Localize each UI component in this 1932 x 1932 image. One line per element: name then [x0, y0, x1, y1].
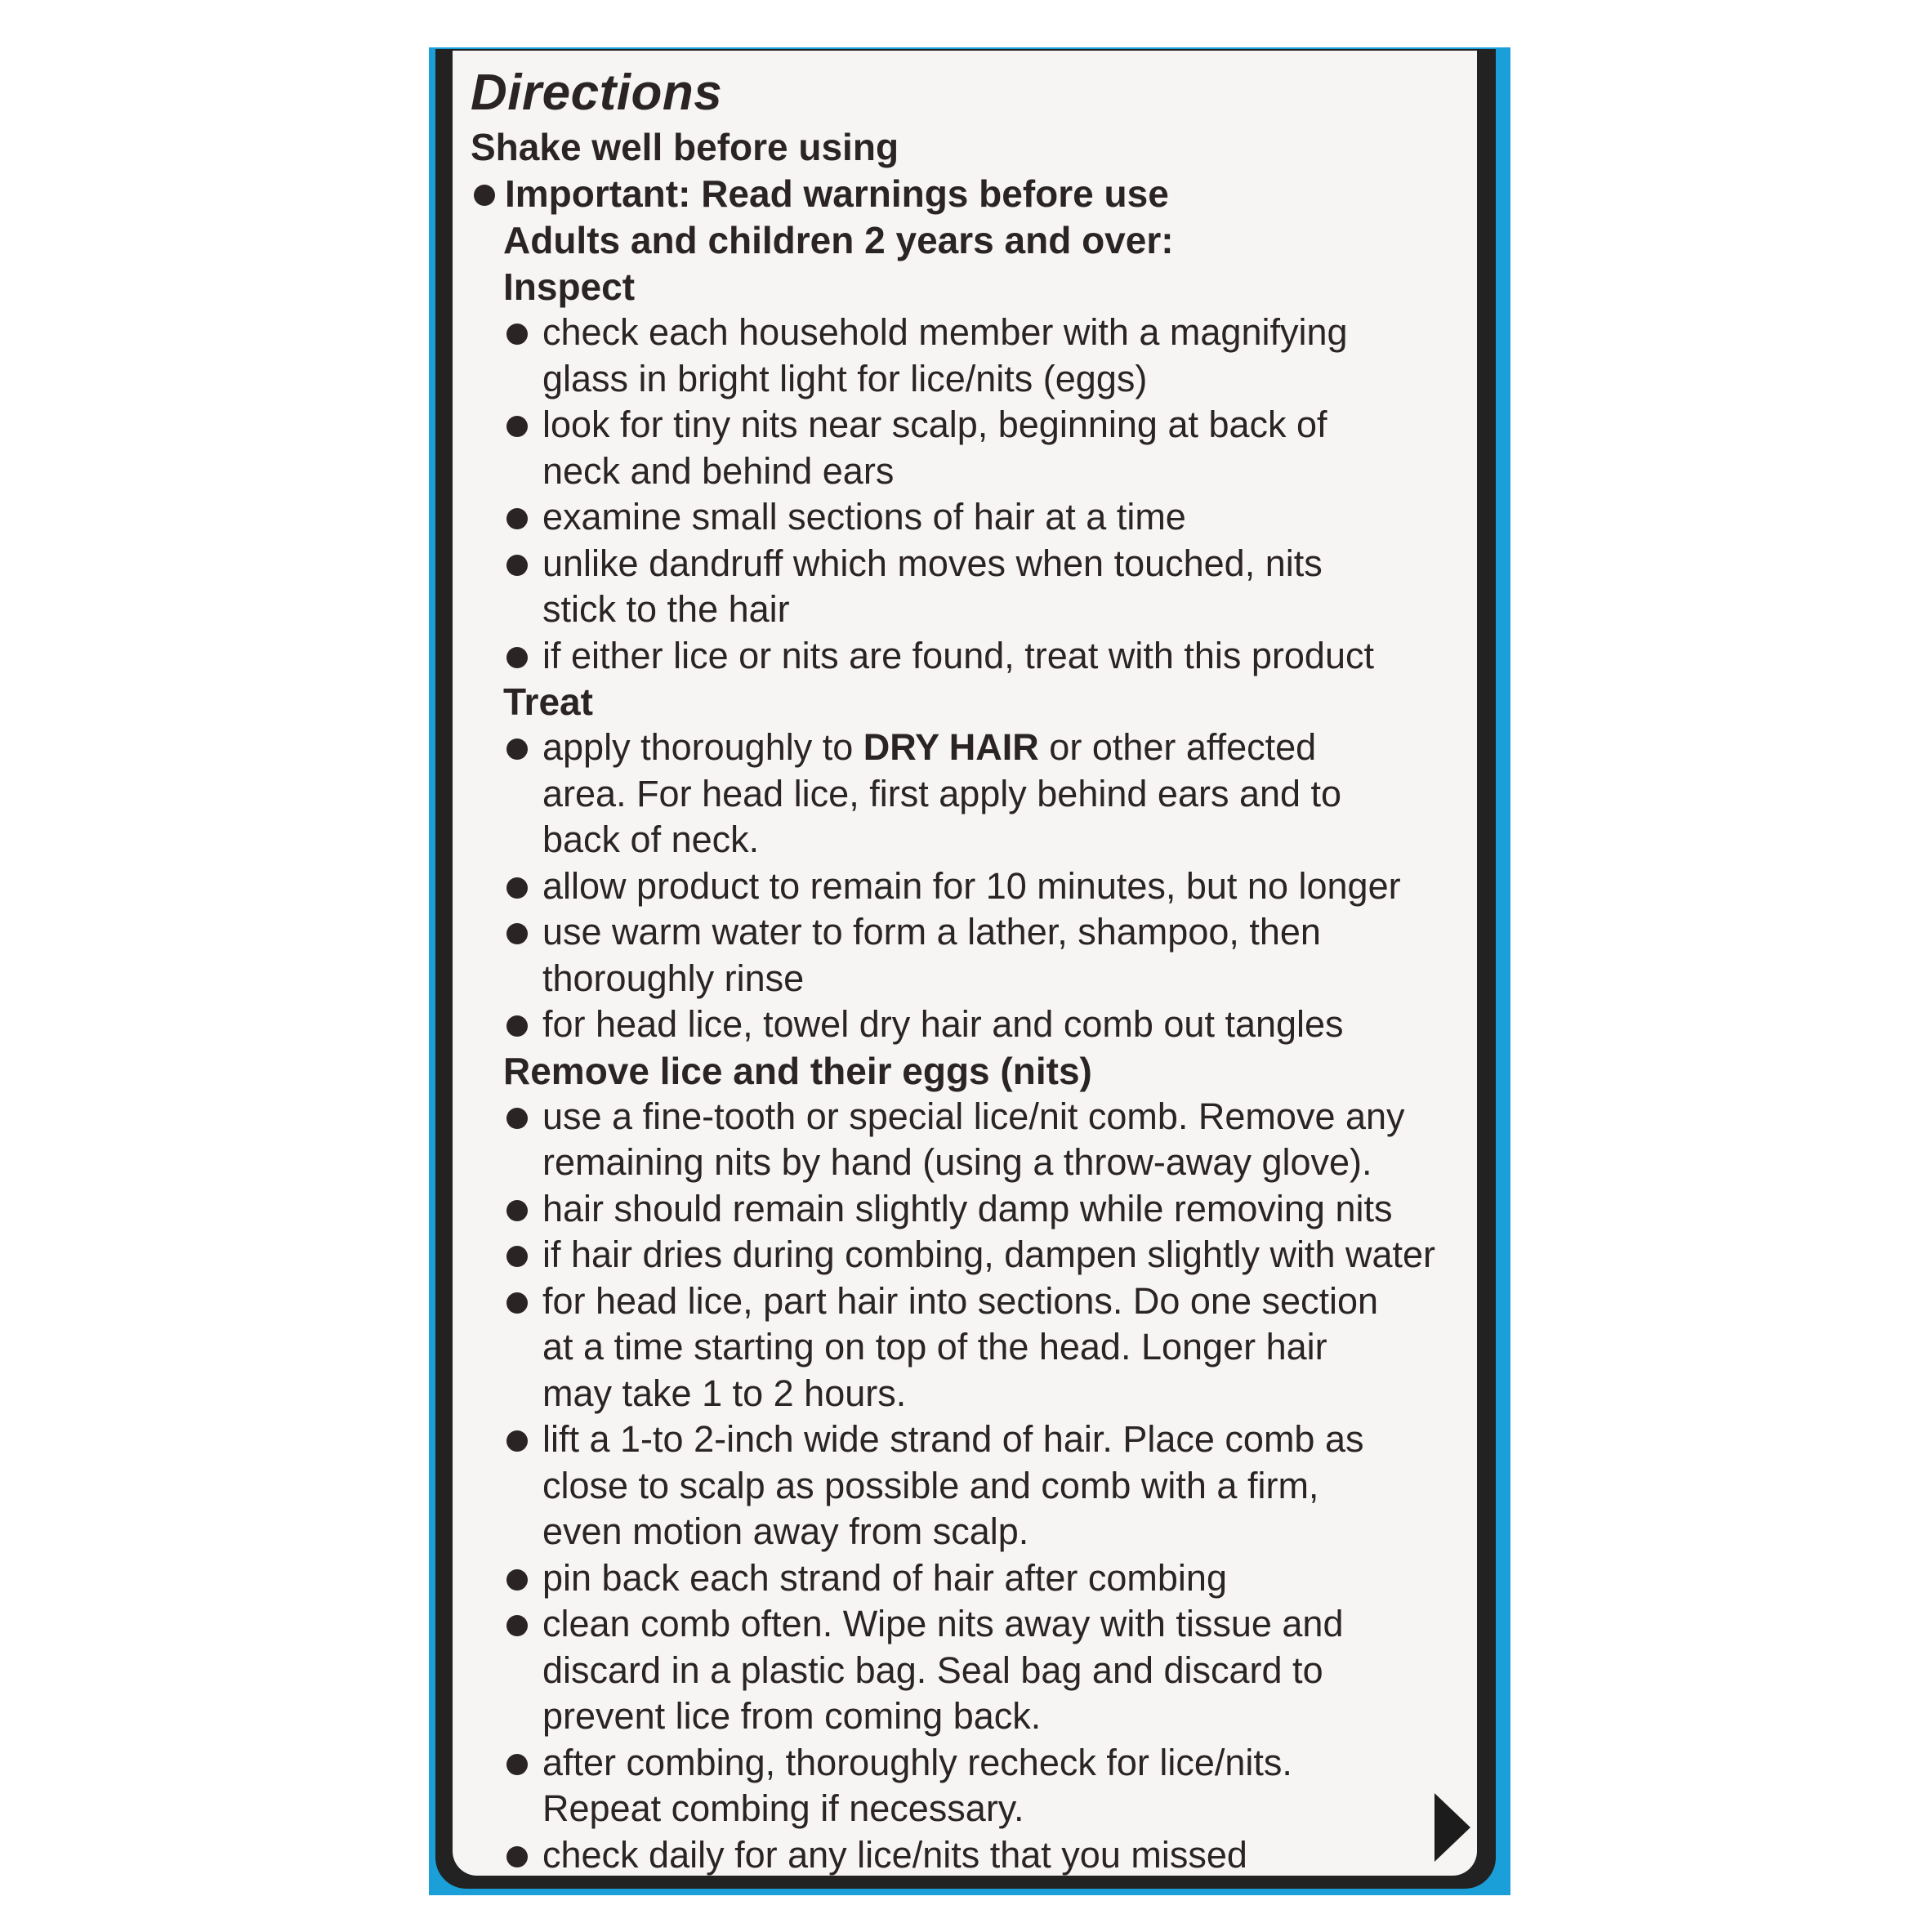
dry-hair-emphasis: DRY HAIR: [863, 726, 1039, 768]
remove-list: [471, 1094, 1469, 1876]
directions-content: [471, 62, 1469, 1876]
list-item: if hair dries during combing, dampen slightly with water: [503, 1232, 1469, 1278]
list-item: for head lice, towel dry hair and comb out tangles: [503, 1002, 1469, 1048]
section-heading-remove: Remove lice and their eggs (nits): [503, 1049, 1092, 1092]
directions-panel: [453, 51, 1477, 1876]
list-item: lift a 1-to 2-inch wide strand of hair. Place comb as close to scalp as possible and comb with a firm, even motion away from scalp.: [503, 1417, 1469, 1555]
list-item: if either lice or nits are found, treat with this product: [503, 633, 1469, 680]
list-item: clean comb often. Wipe nits away with tissue and discard in a plastic bag. Seal bag and discard to prevent lice from coming back.: [503, 1601, 1469, 1740]
list-item: pin back each strand of hair after combing: [503, 1555, 1469, 1602]
section-heading-inspect: Inspect: [503, 265, 636, 308]
list-item: [503, 725, 1469, 863]
section-heading-treat: Treat: [503, 680, 593, 723]
list-item: for head lice, part hair into sections. Do one section at a time starting on top of the head. Longer hair may take 1 to 2 hours.: [503, 1278, 1469, 1417]
list-item: use warm water to form a lather, shampoo, then thoroughly rinse: [503, 909, 1469, 1002]
treat-list: [471, 725, 1469, 1048]
shake-instruction: Shake well before using: [471, 126, 899, 168]
list-item: check daily for any lice/nits that you missed: [503, 1832, 1469, 1876]
list-item: after combing, thoroughly recheck for lice/nits. Repeat combing if necessary.: [503, 1740, 1469, 1832]
list-item: hair should remain slightly damp while removing nits: [503, 1186, 1469, 1233]
list-item: unlike dandruff which moves when touched, nits stick to the hair: [503, 541, 1469, 633]
important-note: Important: Read warnings before use: [471, 171, 1469, 217]
continue-arrow-icon: [1434, 1793, 1470, 1862]
list-item: check each household member with a magnifying glass in bright light for lice/nits (eggs): [503, 310, 1469, 402]
inspect-list: [471, 310, 1469, 679]
list-item: use a fine-tooth or special lice/nit comb. Remove any remaining nits by hand (using a throw-away glove).: [503, 1094, 1469, 1186]
list-item: examine small sections of hair at a time: [503, 494, 1469, 541]
list-item-text: or other affected area. For head lice, first apply behind ears and to back of neck.: [542, 726, 1342, 860]
list-item-text: apply thoroughly to: [542, 726, 863, 768]
list-item: look for tiny nits near scalp, beginning at back of neck and behind ears: [503, 402, 1469, 494]
directions-title: Directions: [471, 65, 723, 121]
list-item: allow product to remain for 10 minutes, but no longer: [503, 863, 1469, 910]
audience-heading: Adults and children 2 years and over:: [503, 219, 1174, 261]
